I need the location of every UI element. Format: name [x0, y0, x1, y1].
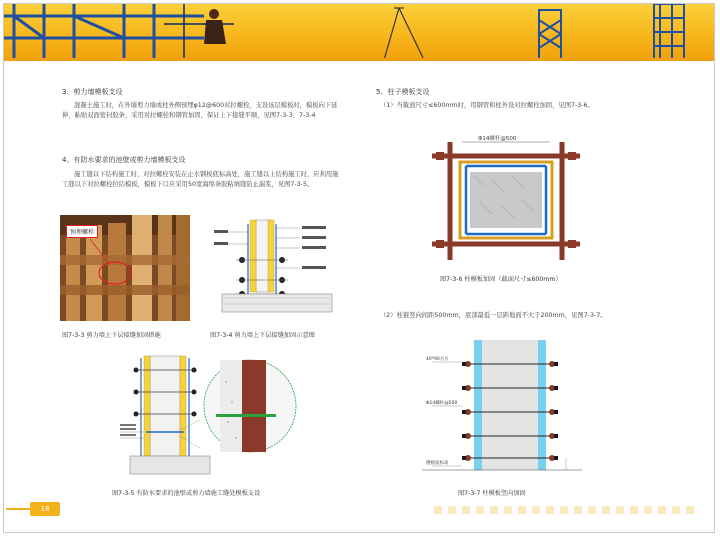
fig-7-3-5-caption: 图7-3-5 有防水要求的池壁或剪力墙施工缝处模板支设	[112, 490, 261, 497]
page-number: 18	[30, 502, 60, 516]
fig-7-3-3-caption: 图7-3-3 剪力墙上下层接缝加固措施	[62, 332, 161, 339]
fig-7-3-7-label-top: 40*90方方	[426, 357, 449, 362]
page-number-rule	[6, 508, 30, 510]
fig-7-3-6-bolt-label: Φ14螺杆@500	[478, 136, 517, 142]
fig-7-3-3-photo	[60, 215, 190, 321]
fig-7-3-5-diagram	[120, 352, 310, 480]
fig-7-3-6-diagram	[432, 132, 580, 264]
header-banner	[4, 4, 714, 60]
section-3-text: 混凝土施工时，在外墙剪力墙或柱外侧预埋φ12@600对拉螺栓，支设该层模板时，模板向下延伸，粘贴双面密封胶条，采用对拉螺栓和钢管加固，保证上下接缝平顺，见图7-3-3、7-3-4	[62, 102, 338, 119]
fig-7-3-7-label-mid: Φ14螺杆@500	[426, 401, 458, 406]
fig-7-3-7-diagram	[422, 340, 582, 480]
fig-7-3-6-caption: 图7-3-6 柱模板加固（截面尺寸≤600mm）	[440, 276, 562, 283]
fig-7-3-4-schematic	[212, 218, 342, 318]
item-1-text: （1）当截面尺寸≤600mm时，用钢管和柱外设对拉螺栓加固，见图7-3-6。	[380, 102, 594, 109]
section-5-title: 5、柱子模板支设	[376, 88, 430, 96]
fig-7-3-4-caption: 图7-3-4 剪力墙上下层接缝加固示意图	[210, 332, 315, 339]
section-4-text: 施工缝以下结构施工时，对拉螺栓安装在止水钢板底标高处，施工缝以上结构施工时，应利用施工缝以下对拉螺栓拉结模板，模板下口应采用50宽海绵条胶粘填缝防止漏浆，见图7-3-5。	[62, 171, 339, 188]
footer-watermark-band	[430, 500, 712, 520]
section-4-title: 4、有防水要求的池壁或剪力墙模板支设	[62, 156, 186, 164]
item-2-text: （2）柱箍竖向间距500mm，底部最低一层距地面不大于200mm，见图7-3-7。	[380, 312, 607, 319]
fig-7-3-7-caption: 图7-3-7 柱模板竖向加固	[458, 490, 526, 497]
fig-7-3-7-label-bot: 楼板面标高	[426, 461, 449, 466]
banner-divider	[4, 58, 714, 61]
section-3-title: 3、剪力墙模板支设	[62, 88, 123, 96]
construction-scaffold-illustration	[4, 4, 714, 60]
photo-callout-label: 预埋螺栓	[66, 225, 98, 238]
